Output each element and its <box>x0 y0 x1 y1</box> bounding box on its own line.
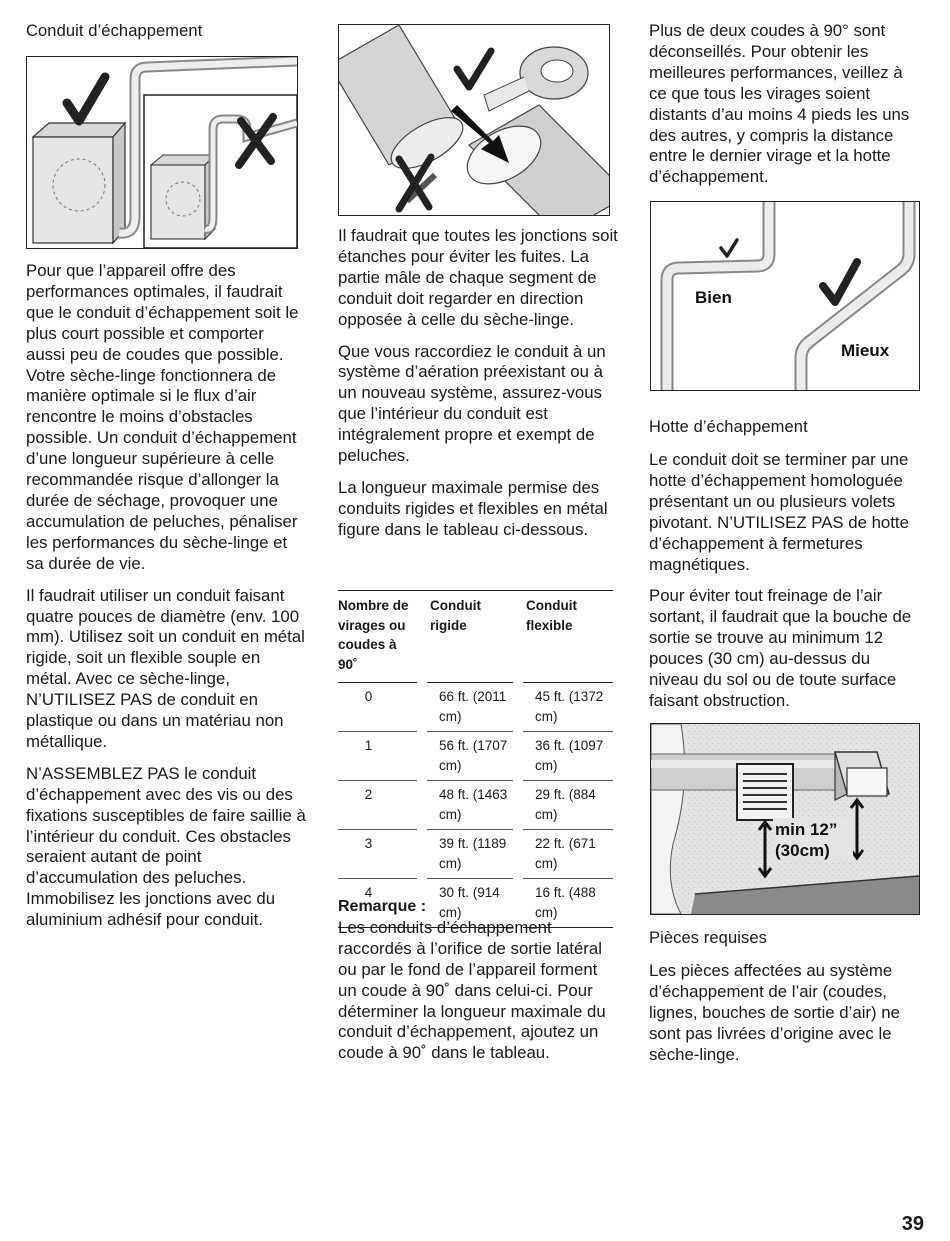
label-good: Bien <box>695 288 732 307</box>
label-min-height: min 12” <box>775 820 838 839</box>
note-text: Les conduits d’échappement raccordés à l’orifice de sortie latéral ou par le fond de l’appareil forment un coude à 90˚ dans celui-ci. Pour déterminer la longueur maximale du conduit d’échappement, ajoutez un coude à 90˚ dans le tableau. <box>338 917 606 1063</box>
paragraph-no-screws: N’ASSEMBLEZ PAS le conduit d’échappement avec des vis ou des fixations susceptibles de faire saillie à l’intérieur du conduit. Ces obstacles seraient autant de point d’accumulation des peluches. Immobilisez les jonctions avec du aluminium adhésif pour conduit. <box>26 763 306 930</box>
label-min-height-cm: (30cm) <box>775 841 830 860</box>
cell-rigid: 66 ft. (2011 cm) <box>422 683 518 732</box>
paragraph-clean-duct: Que vous raccordiez le conduit à un système d’aération préexistant ou à un nouveau système, assurez-vous que l’intérieur du conduit est intégralement propre et exempt de peluches. <box>338 341 606 466</box>
paragraph-duct-diameter: Il faudrait utiliser un conduit faisant quatre pouces de diamètre (env. 100 mm). Utilisez soit un conduit en métal rigide, soit un flexible souple en métal. Avec ce sèche-linge, N’UTILISEZ PAS de conduit en plastique ou dans un matériau non métallique. <box>26 585 305 751</box>
paragraph-sealed-joints: Il faudrait que toutes les jonctions soit étanches pour éviter les fuites. La partie mâle de chaque segment de conduit doit regarder en direction opposée à celle du sèche-linge. <box>338 226 618 329</box>
table-row <box>338 830 613 879</box>
table-row <box>338 683 613 732</box>
table-header-row <box>338 591 613 683</box>
cell-rigid: 30 ft. (914 cm) <box>422 879 518 928</box>
heading-exhaust-duct: Conduit d’échappement <box>26 22 203 40</box>
table-row <box>338 781 613 830</box>
cell-bends: 3 <box>338 830 422 879</box>
page-number: 39 <box>901 1213 924 1235</box>
label-better: Mieux <box>841 341 890 360</box>
header-bends: Nombre de virages ou coudes à 90˚ <box>338 598 409 672</box>
cell-flexible: 16 ft. (488 cm) <box>518 879 613 928</box>
header-flexible: Conduit flexible <box>526 598 577 633</box>
checkmark-icon <box>457 51 491 87</box>
paragraph-hood-height: Pour éviter tout freinage de l’air sortant, il faudrait que la bouche de sortie se trouve au minimum 12 pouces (30 cm) au-dessus du niveau du sol ou de toute surface faisant obstruction. <box>649 586 912 710</box>
cell-flexible: 36 ft. (1097 cm) <box>518 732 613 781</box>
heading-exhaust-hood: Hotte d’échappement <box>649 418 808 436</box>
dryer-small-icon <box>151 155 215 239</box>
figure-dryer-duct-routing <box>26 56 298 249</box>
figure-exhaust-hood-height <box>650 723 920 915</box>
cell-flexible: 29 ft. (884 cm) <box>518 781 613 830</box>
header-rigid: Conduit rigide <box>430 598 481 633</box>
max-length-table <box>338 590 613 928</box>
cell-bends: 4 <box>338 879 422 928</box>
figure-duct-joint <box>338 24 610 216</box>
cell-rigid: 48 ft. (1463 cm) <box>422 781 518 830</box>
cell-bends: 2 <box>338 781 422 830</box>
figure-bend-comparison <box>650 201 920 391</box>
cell-rigid: 56 ft. (1707 cm) <box>422 732 518 781</box>
table-row <box>338 732 613 781</box>
checkmark-large-icon <box>823 262 857 302</box>
paragraph-parts-not-included: Les pièces affectées au système d’échappement de l’air (coudes, lignes, bouches de sortie d’air) ne sont pas livrées d’origine avec le sèche-linge. <box>649 961 900 1064</box>
vent-grille-icon <box>737 764 793 820</box>
checkmark-small-icon <box>721 240 737 256</box>
paragraph-performance: Pour que l’appareil offre des performances optimales, il faudrait que le conduit d’échappement soit le plus court possible et comporter aussi peu de coudes que possible. Votre sèche-linge fonctionnera de manière optimale si le flux d’air rencontre le moins d’obstacles possible. Un conduit d’échappement d’une longueur supérieure à celle recommandée risque d’allonger la durée de séchage, provoquer une accumulation de peluches, pénaliser les performances du sèche-linge et sa durée de vie. <box>26 261 299 573</box>
paragraph-hood-type: Le conduit doit se terminer par une hotte d’échappement homologuée présentant un ou plusieurs volets pivotant. N’UTILISEZ PAS de hotte d’échappement à fermetures magnétiques. <box>649 450 909 574</box>
paragraph-bends-advice: Plus de deux coudes à 90° sont déconseillés. Pour obtenir les meilleures performances, veillez à ce que tous les virages soient distants d’au moins 4 pieds les uns des autres, y compris la distance entre le dernier virage et la hotte d’échappement. <box>649 21 910 187</box>
heading-required-parts: Pièces requises <box>649 929 767 947</box>
checkmark-icon <box>67 77 105 121</box>
tape-roll-icon <box>484 47 588 111</box>
cell-rigid: 39 ft. (1189 cm) <box>422 830 518 879</box>
paragraph-max-length: La longueur maximale permise des conduits rigides et flexibles en métal figure dans le tableau ci-dessous. <box>338 477 608 539</box>
dryer-large-icon <box>33 123 125 243</box>
cell-bends: 1 <box>338 732 422 781</box>
cell-flexible: 45 ft. (1372 cm) <box>518 683 613 732</box>
cell-flexible: 22 ft. (671 cm) <box>518 830 613 879</box>
note-title: Remarque : <box>338 898 427 915</box>
cell-bends: 0 <box>338 683 422 732</box>
